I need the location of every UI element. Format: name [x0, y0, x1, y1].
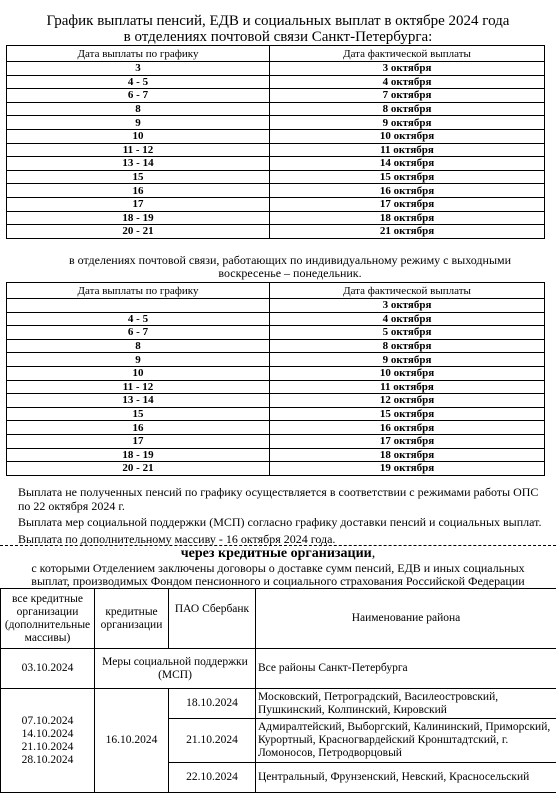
- scheduled-date-cell: 8: [7, 102, 270, 116]
- table-header-row: [7, 46, 545, 62]
- table-row: [7, 434, 545, 448]
- actual-date-cell: 5 октября: [270, 326, 545, 340]
- actual-date-cell: 8 октября: [270, 339, 545, 353]
- table-row: [7, 102, 545, 116]
- scheduled-date-cell: 11 - 12: [7, 380, 270, 394]
- table-row: [7, 299, 545, 313]
- subtitle-line2: воскресенье – понедельник.: [218, 266, 362, 280]
- scheduled-date-cell: 17: [7, 434, 270, 448]
- actual-date-cell: 3 октября: [270, 299, 545, 313]
- table-row: [7, 170, 545, 184]
- all-districts-cell: Все районы Санкт-Петербурга: [256, 649, 556, 689]
- district-list-cell: Адмиралтейский, Выборгский, Калининский, Приморский, Курортный, Красногвардейский Кронштадтский, г. Ломоносов, Петродворцовый: [256, 719, 556, 763]
- table-row: [7, 407, 545, 421]
- scheduled-date-cell: 9: [7, 353, 270, 367]
- table-row: [7, 129, 545, 143]
- table-row: [7, 326, 545, 340]
- scheduled-date-cell: 16: [7, 421, 270, 435]
- date-item: 07.10.2024: [21, 714, 74, 727]
- scheduled-date-cell: 16: [7, 184, 270, 198]
- header-credit-orgs: кредитные организации: [95, 589, 169, 649]
- table-row: [7, 211, 545, 225]
- actual-date-cell: 16 октября: [270, 421, 545, 435]
- note-unreceived-pensions: [18, 485, 556, 513]
- actual-date-cell: 12 октября: [270, 394, 545, 408]
- credit-title-text: через кредитные организации: [180, 546, 372, 561]
- note-msp: Выплата мер социальной поддержки (МСП) согласно графику доставки пенсий и социальных выплат.: [18, 515, 542, 529]
- district-list-cell: Центральный, Фрунзенский, Невский, Красносельский: [256, 763, 556, 793]
- district-list-cell: Московский, Петроградский, Василеостровский, Пушкинский, Колпинский, Кировский: [256, 689, 556, 719]
- table-row: [7, 75, 545, 89]
- note-line: по 22 октября 2024 г.: [18, 499, 125, 513]
- header-scheduled-date: Дата выплаты по графику: [7, 283, 270, 299]
- credit-section-subtitle: [0, 562, 556, 588]
- scheduled-date-cell: 10: [7, 129, 270, 143]
- header-actual-date: Дата фактической выплаты: [270, 283, 545, 299]
- scheduled-date-cell: 9: [7, 116, 270, 130]
- table-row: [1, 689, 556, 719]
- actual-date-cell: 9 октября: [270, 353, 545, 367]
- actual-date-cell: 21 октября: [270, 225, 545, 239]
- scheduled-date-cell: 4 - 5: [7, 312, 270, 326]
- individual-mode-schedule-table: [6, 282, 545, 476]
- table-row: [7, 421, 545, 435]
- table-header-row: [7, 283, 545, 299]
- actual-date-cell: 11 октября: [270, 380, 545, 394]
- msp-date-cell: 03.10.2024: [1, 649, 95, 689]
- actual-date-cell: 17 октября: [270, 434, 545, 448]
- table-row: [7, 157, 545, 171]
- scheduled-date-cell: 15: [7, 170, 270, 184]
- actual-date-cell: 16 октября: [270, 184, 545, 198]
- table-header-row: [1, 589, 556, 649]
- individual-mode-subtitle: [50, 254, 530, 280]
- scheduled-date-cell: 13 - 14: [7, 157, 270, 171]
- table-row: [7, 380, 545, 394]
- table-row: [7, 339, 545, 353]
- date-item: 14.10.2024: [21, 727, 74, 740]
- table-row: [7, 116, 545, 130]
- msp-cell: Меры социальной поддержки (МСП): [95, 649, 256, 689]
- table-row: [7, 394, 545, 408]
- credit-section-title: [0, 546, 556, 562]
- table-row: [7, 366, 545, 380]
- credit-sub-line1: с которыми Отделением заключены договоры о доставке сумм пенсий, ЕДВ и иных социальных: [31, 561, 525, 575]
- scheduled-date-cell: 6 - 7: [7, 326, 270, 340]
- actual-date-cell: 14 октября: [270, 157, 545, 171]
- table-row: [7, 462, 545, 476]
- actual-date-cell: 4 октября: [270, 312, 545, 326]
- table-row: [7, 353, 545, 367]
- page-title-line1: График выплаты пенсий, ЕДВ и социальных выплат в октябре 2024 года: [46, 13, 510, 29]
- table-row: [7, 312, 545, 326]
- scheduled-date-cell: 8: [7, 339, 270, 353]
- subtitle-line1: в отделениях почтовой связи, работающих по индивидуальному режиму с выходными: [68, 253, 512, 267]
- table-row: [1, 649, 556, 689]
- scheduled-date-cell: 10: [7, 366, 270, 380]
- scheduled-date-cell: 4 - 5: [7, 75, 270, 89]
- scheduled-date-cell: 11 - 12: [7, 143, 270, 157]
- scheduled-date-cell: 20 - 21: [7, 225, 270, 239]
- credit-sub-line2: выплат, производимых Фондом пенсионного и социального страхования Российской Федерации: [31, 574, 525, 588]
- actual-date-cell: 17 октября: [270, 197, 545, 211]
- credit-organizations-table: [0, 588, 556, 793]
- actual-date-cell: 10 октября: [270, 366, 545, 380]
- date-item: 28.10.2024: [21, 753, 74, 766]
- actual-date-cell: 15 октября: [270, 170, 545, 184]
- table-row: [7, 448, 545, 462]
- scheduled-date-cell: 13 - 14: [7, 394, 270, 408]
- actual-date-cell: 18 октября: [270, 448, 545, 462]
- actual-date-cell: 19 октября: [270, 462, 545, 476]
- sber-date-cell: 18.10.2024: [169, 689, 256, 719]
- actual-date-cell: 3 октября: [270, 62, 545, 76]
- actual-date-cell: 10 октября: [270, 129, 545, 143]
- credit-title-suffix: ,: [371, 546, 376, 561]
- actual-date-cell: 18 октября: [270, 211, 545, 225]
- header-actual-date: Дата фактической выплаты: [270, 46, 545, 62]
- header-scheduled-date: Дата выплаты по графику: [7, 46, 270, 62]
- actual-date-cell: 8 октября: [270, 102, 545, 116]
- sber-date-cell: 21.10.2024: [169, 719, 256, 763]
- date-item: 21.10.2024: [21, 740, 74, 753]
- actual-date-cell: 7 октября: [270, 89, 545, 103]
- scheduled-date-cell: 3: [7, 62, 270, 76]
- header-all-credit-orgs: все кредитные организации (дополнительные массивы): [1, 589, 95, 649]
- scheduled-date-cell: [7, 299, 270, 313]
- table-row: [7, 62, 545, 76]
- header-sberbank: ПАО Сбербанк: [169, 589, 256, 649]
- note-additional-array: Выплата по дополнительному массиву - 16 октября 2024 года.: [18, 532, 336, 546]
- sber-date-cell: 22.10.2024: [169, 763, 256, 793]
- scheduled-date-cell: 20 - 21: [7, 462, 270, 476]
- table-row: [7, 184, 545, 198]
- table-row: [7, 197, 545, 211]
- scheduled-date-cell: 18 - 19: [7, 448, 270, 462]
- note-line: Выплата не полученных пенсий по графику осуществляется в соответствии с режимами работы ОПС: [18, 485, 539, 499]
- actual-date-cell: 4 октября: [270, 75, 545, 89]
- scheduled-date-cell: 17: [7, 197, 270, 211]
- actual-date-cell: 9 октября: [270, 116, 545, 130]
- credit-date-cell: 16.10.2024: [95, 689, 169, 793]
- scheduled-date-cell: 18 - 19: [7, 211, 270, 225]
- header-district-name: Наименование района: [256, 589, 556, 649]
- scheduled-date-cell: 15: [7, 407, 270, 421]
- table-row: [7, 143, 545, 157]
- actual-date-cell: 11 октября: [270, 143, 545, 157]
- scheduled-date-cell: 6 - 7: [7, 89, 270, 103]
- table-row: [7, 89, 545, 103]
- table-row: [7, 225, 545, 239]
- additional-dates-cell: [1, 689, 95, 793]
- actual-date-cell: 15 октября: [270, 407, 545, 421]
- post-office-schedule-table: [6, 45, 545, 239]
- page-title-line2: в отделениях почтовой связи Санкт-Петербурга:: [123, 29, 433, 45]
